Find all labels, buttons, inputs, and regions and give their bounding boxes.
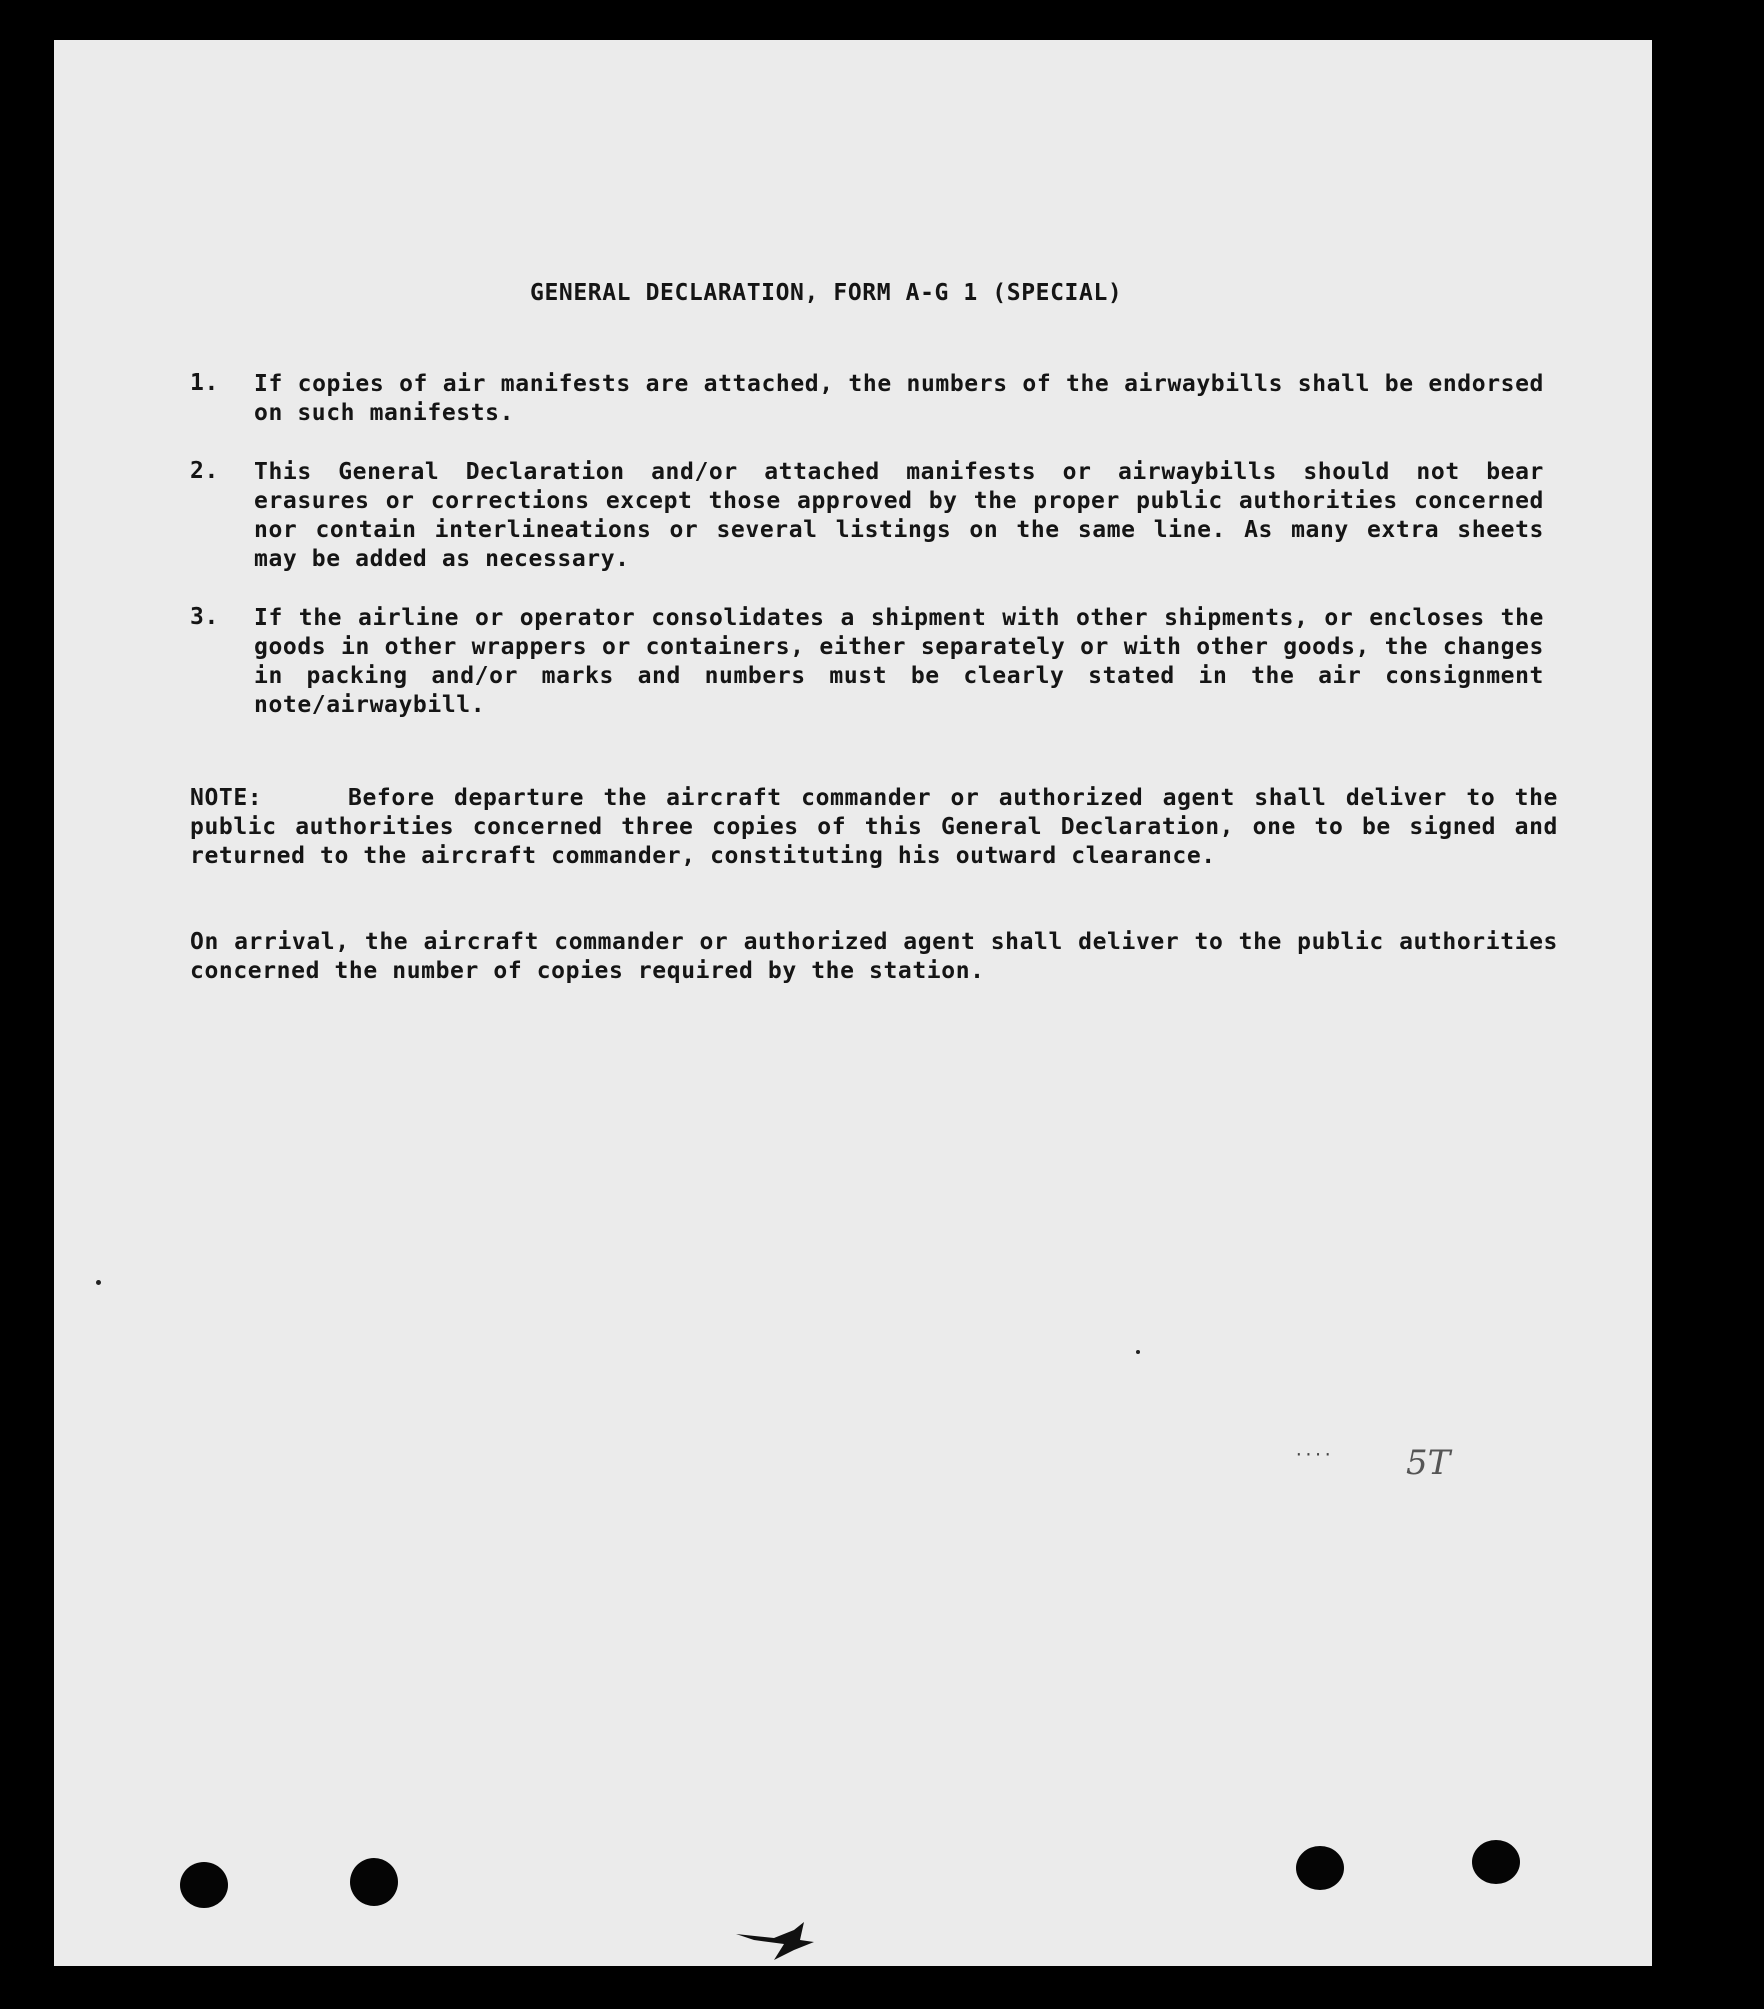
- binder-hole: [1472, 1840, 1520, 1884]
- item-text: If the airline or operator consolidates a shipment with other shipments, or encloses the goods in other wrappers or containers, either separately or with other goods, the changes in packing and/or marks and numbers must be clearly stated in the air consignment note/airwaybill.: [254, 605, 1544, 718]
- note-paragraph: [190, 784, 1558, 871]
- binder-hole: [350, 1858, 398, 1906]
- dotted-mark: ····: [1294, 1445, 1333, 1464]
- item-number: 3.: [190, 604, 219, 630]
- ink-smudge: [734, 1920, 844, 1966]
- binder-hole: [180, 1862, 228, 1908]
- note-text: Before departure the aircraft commander or authorized agent shall deliver to the public authorities concerned three copies of this General Declaration, one to be signed and returned to the aircraft commander, constituting his outward clearance.: [190, 785, 1558, 869]
- item-number: 1.: [190, 370, 219, 396]
- pencil-annotation: 5T: [1406, 1443, 1451, 1483]
- item-number: 2.: [190, 458, 219, 484]
- note-label: NOTE:: [190, 785, 263, 811]
- arrival-paragraph: [190, 928, 1558, 986]
- arrival-text: On arrival, the aircraft commander or authorized agent shall deliver to the public authorities concerned the number of copies required by the station.: [190, 929, 1558, 984]
- binder-hole: [1296, 1846, 1344, 1890]
- item-text: If copies of air manifests are attached, the numbers of the airwaybills shall be endorsed on such manifests.: [254, 371, 1544, 426]
- paper-sheet: [54, 40, 1652, 1966]
- speck-mark: [96, 1280, 101, 1285]
- speck-mark: [1136, 1350, 1140, 1354]
- document-title: GENERAL DECLARATION, FORM A-G 1 (SPECIAL): [530, 280, 1123, 306]
- item-text: This General Declaration and/or attached manifests or airwaybills should not bear erasures or corrections except those approved by the proper public authorities concerned nor contain interlineations or several listings on the same line. As many extra sheets may be added as necessary.: [254, 459, 1544, 572]
